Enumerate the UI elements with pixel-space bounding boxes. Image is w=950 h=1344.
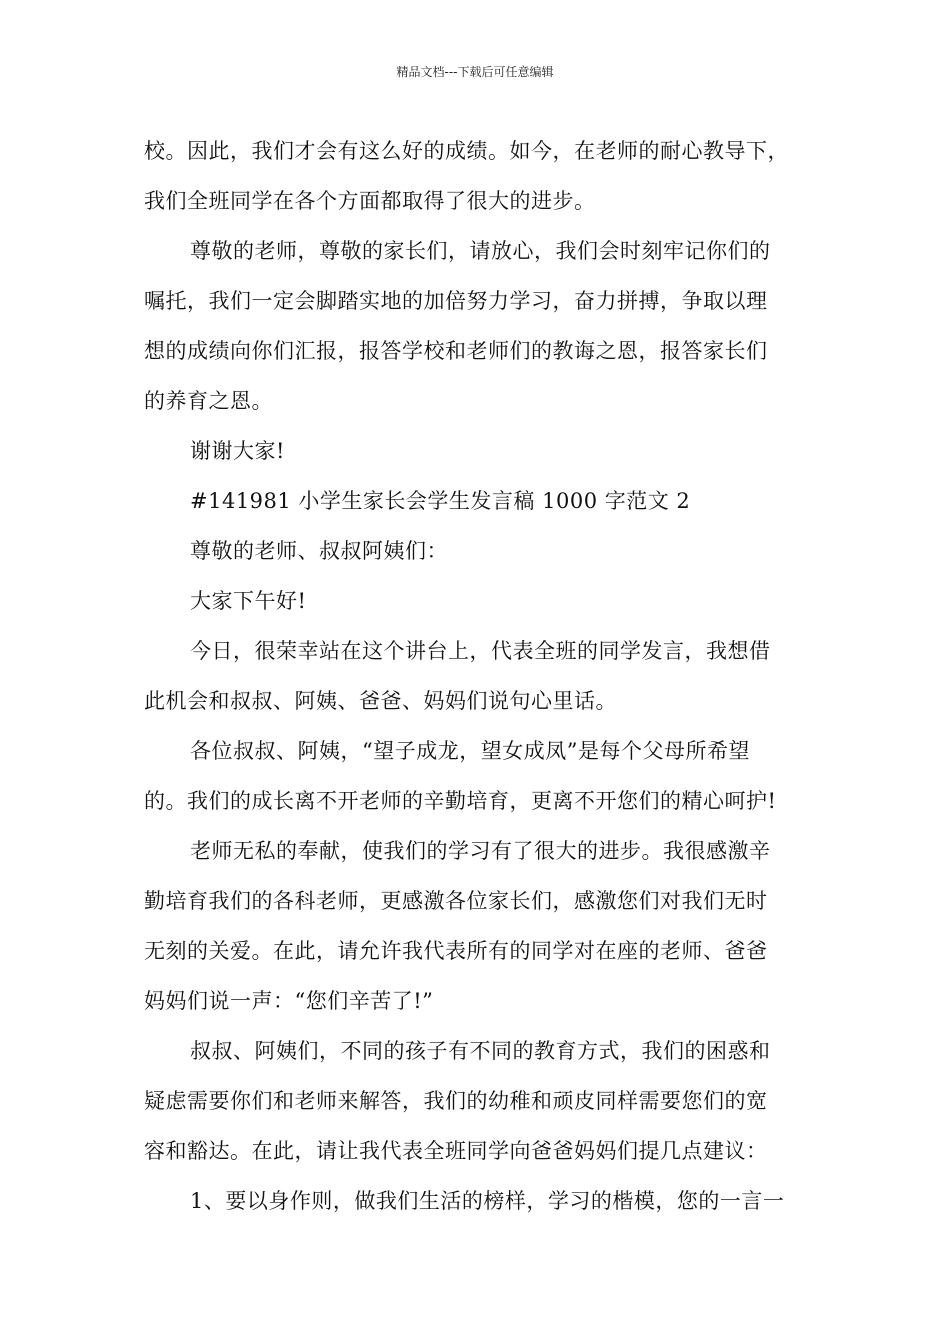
text-line: 尊敬的老师，尊敬的家长们，请放心，我们会时刻牢记你们的: [190, 239, 771, 263]
section-title: #141981 小学生家长会学生发言稿 1000 字范文 2: [190, 489, 691, 513]
text-line: 此机会和叔叔、阿姨、爸爸、妈妈们说句心里话。: [144, 689, 617, 713]
text-line: 想的成绩向你们汇报，报答学校和老师们的教诲之恩，报答家长们: [144, 339, 768, 363]
text-line: 校。因此，我们才会有这么好的成绩。如今，在老师的耐心教导下，: [144, 139, 789, 163]
text-line: 谢谢大家!: [190, 439, 285, 463]
text-line: 的养育之恩。: [144, 389, 273, 413]
salutation: 尊敬的老师、叔叔阿姨们：: [190, 539, 448, 563]
text-line: 容和豁达。在此，请让我代表全班同学向爸爸妈妈们提几点建议：: [144, 1139, 768, 1163]
text-line: 妈妈们说一声：“您们辛苦了!”: [144, 989, 434, 1013]
text-line: 1、要以身作则，做我们生活的榜样，学习的楷模，您的一言一: [190, 1189, 785, 1213]
text-line: 疑虑需要你们和老师来解答，我们的幼稚和顽皮同样需要您们的宽: [144, 1089, 768, 1113]
text-line: 各位叔叔、阿姨，“望子成龙，望女成凤”是每个父母所希望: [190, 739, 750, 763]
text-line: 无刻的关爱。在此，请允许我代表所有的同学对在座的老师、爸爸: [144, 939, 768, 963]
text-line: 嘱托，我们一定会脚踏实地的加倍努力学习，奋力拼搏，争取以理: [144, 289, 768, 313]
greeting: 大家下午好!: [190, 589, 307, 613]
text-line: 老师无私的奉献，使我们的学习有了很大的进步。我很感激辛: [190, 839, 771, 863]
text-line: 今日，很荣幸站在这个讲台上，代表全班的同学发言，我想借: [190, 639, 771, 663]
text-line: 的。我们的成长离不开老师的辛勤培育，更离不开您们的精心呵护!: [144, 789, 777, 813]
text-line: 我们全班同学在各个方面都取得了很大的进步。: [144, 189, 596, 213]
text-line: 叔叔、阿姨们，不同的孩子有不同的教育方式，我们的困惑和: [190, 1039, 771, 1063]
text-line: 勤培育我们的各科老师，更感激各位家长们，感激您们对我们无时: [144, 889, 768, 913]
document-body: [144, 126, 808, 1226]
page-header: 精品文档---下载后可任意编辑: [396, 65, 554, 79]
